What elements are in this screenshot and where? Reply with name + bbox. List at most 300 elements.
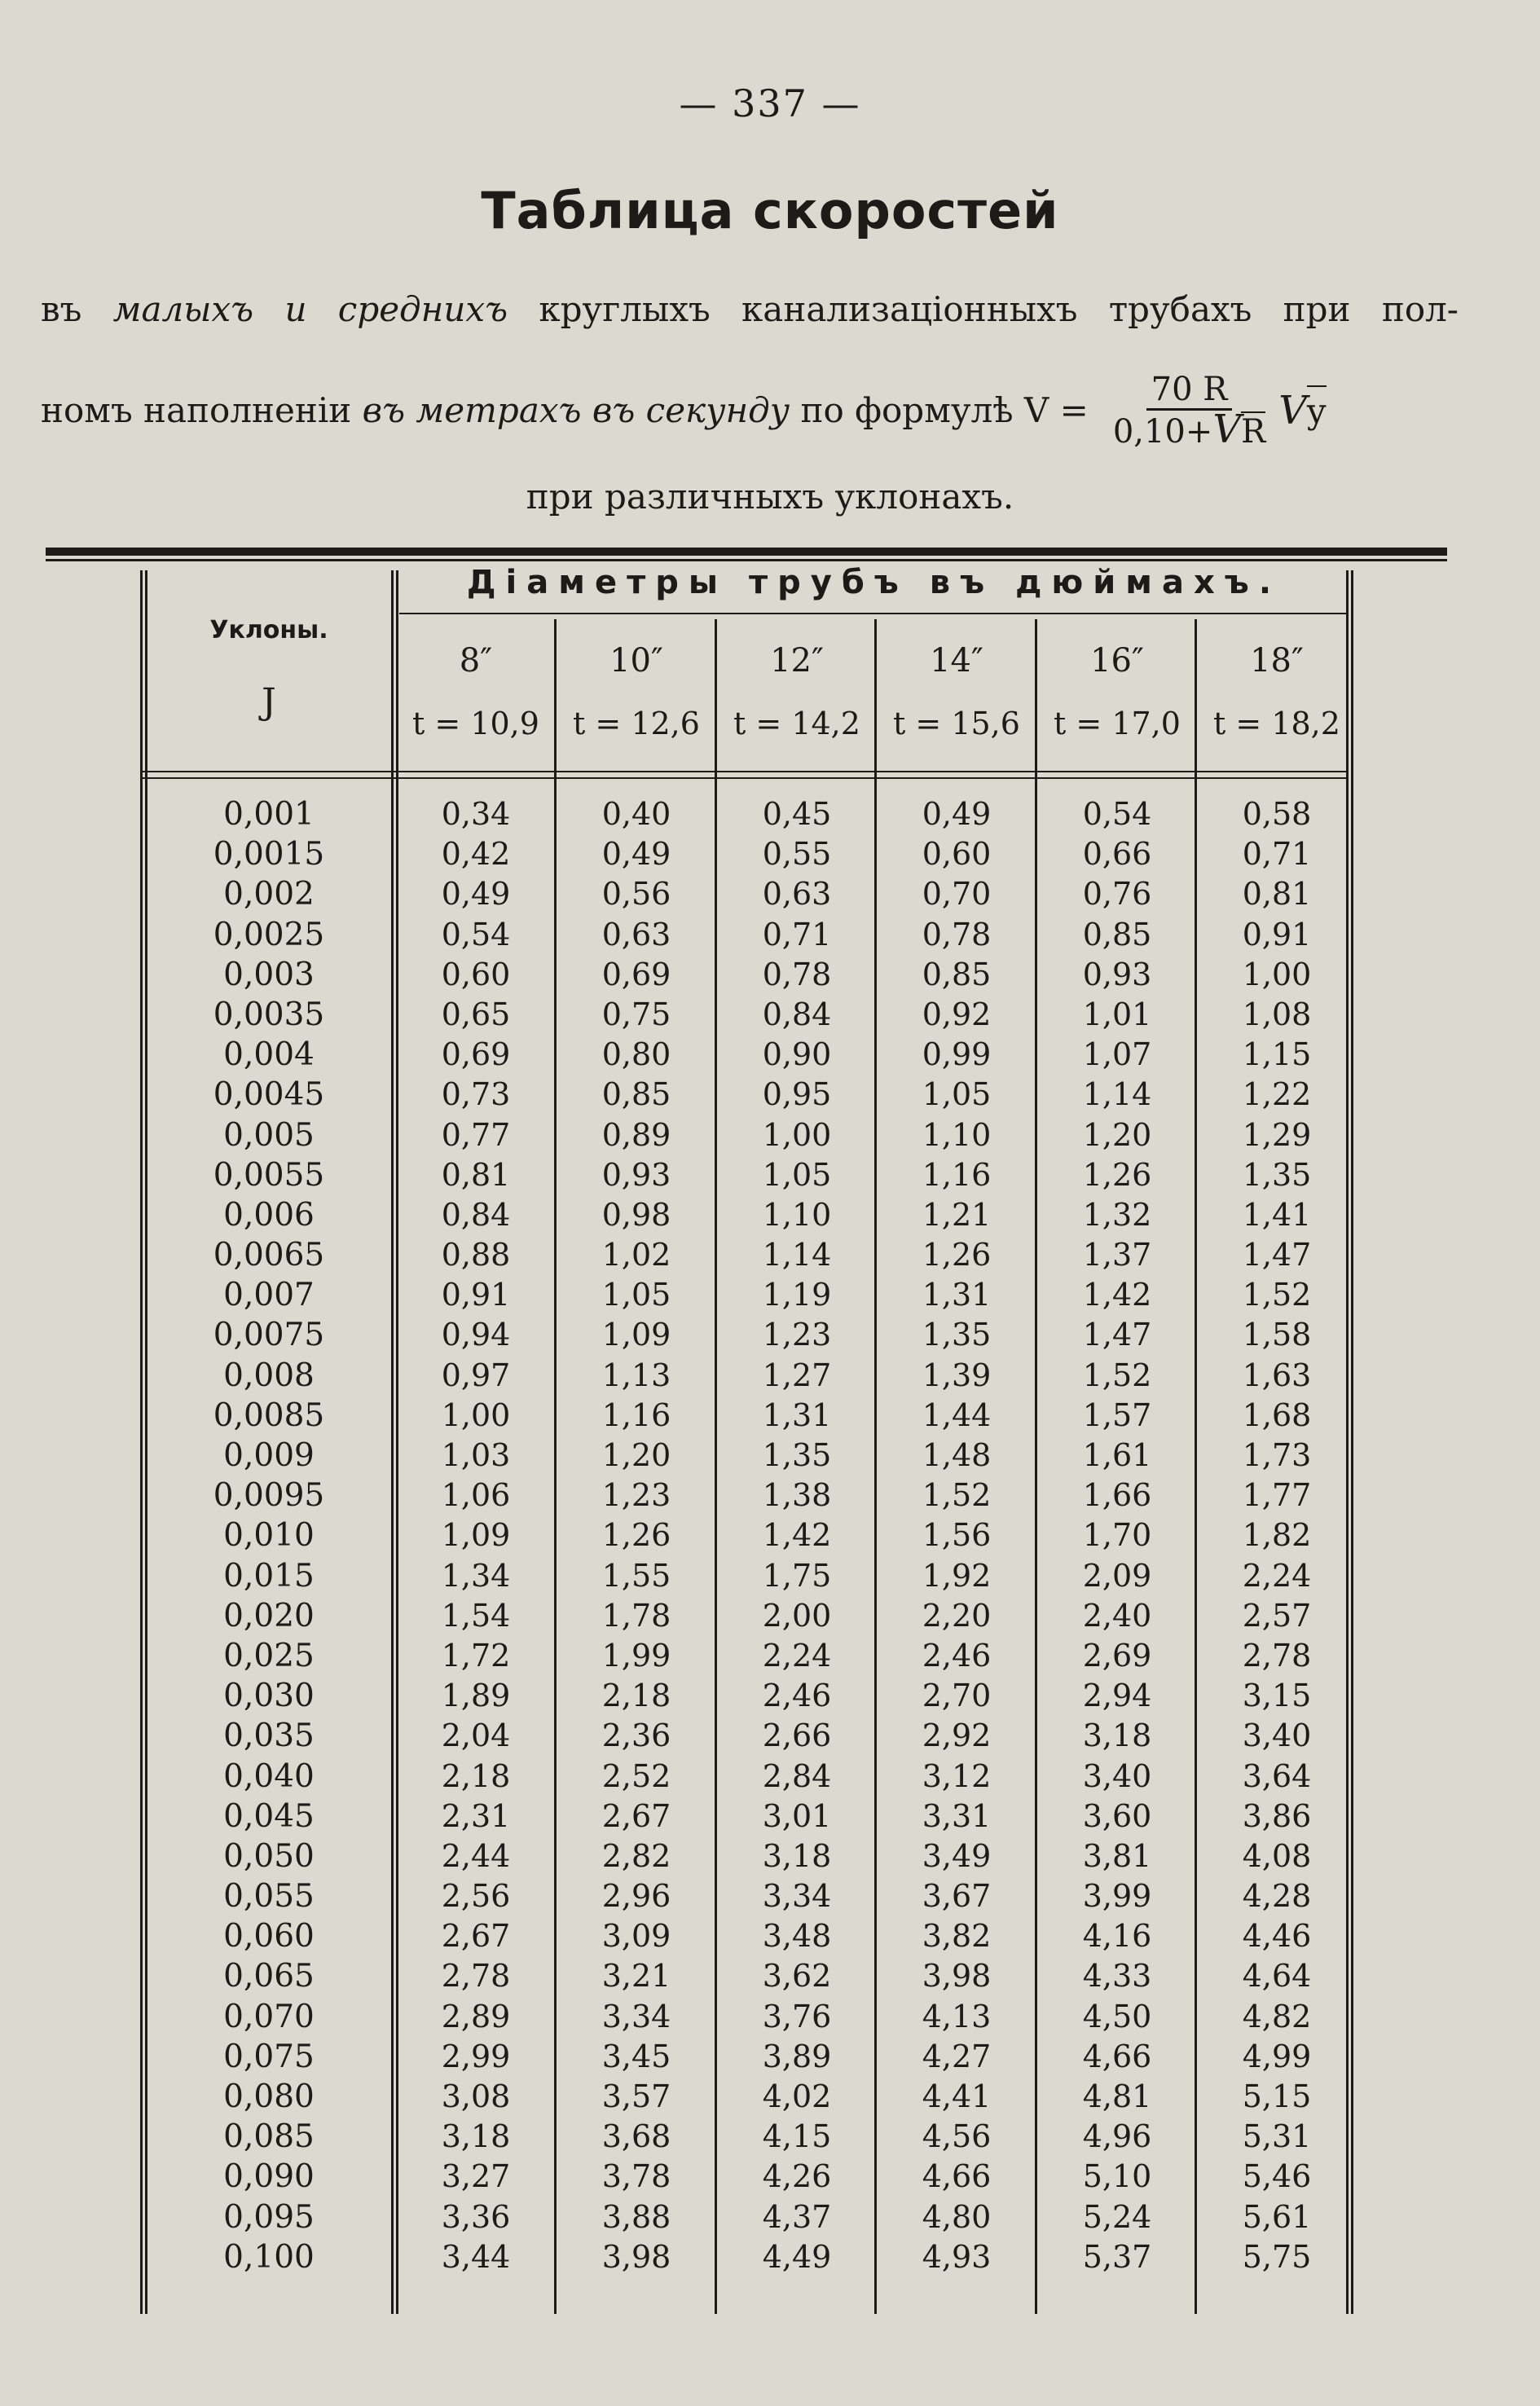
velocity-cell: 3,60	[1082, 1797, 1152, 1834]
velocity-cell: 1,99	[601, 1637, 671, 1674]
diameters-header: Діаметры трубъ въ дюймахъ.	[466, 564, 1282, 601]
slope-cell: 0,080	[223, 2078, 315, 2115]
slope-cell: 0,065	[223, 1958, 315, 1995]
velocity-cell: 3,40	[1242, 1718, 1312, 1754]
velocity-cell: 4,82	[1242, 1998, 1312, 2034]
velocity-column	[877, 794, 1036, 2277]
velocity-cell: 2,70	[922, 1678, 992, 1714]
velocity-cell: 1,31	[922, 1277, 992, 1313]
velocity-cell: 0,54	[441, 916, 511, 952]
velocity-cell: 1,21	[922, 1196, 992, 1233]
velocity-cell: 1,58	[1242, 1317, 1312, 1353]
velocity-cell: 3,99	[1082, 1878, 1152, 1915]
velocity-cell: 1,57	[1082, 1397, 1152, 1433]
column-header	[557, 642, 716, 756]
velocity-cell: 1,08	[1242, 996, 1312, 1032]
velocity-cell: 0,63	[762, 876, 832, 913]
velocity-cell: 1,09	[441, 1517, 511, 1554]
velocity-cell: 2,84	[762, 1757, 832, 1794]
diameter-label: 12″	[770, 642, 824, 680]
velocity-cell: 3,68	[601, 2118, 671, 2155]
diameter-label: 16″	[1090, 642, 1144, 680]
velocity-cell: 1,13	[601, 1357, 671, 1393]
velocity-cell: 2,31	[441, 1797, 511, 1834]
velocity-cell: 2,69	[1082, 1637, 1152, 1674]
velocity-cell: 1,10	[762, 1196, 832, 1233]
velocity-cell: 0,34	[441, 796, 511, 832]
velocity-cell: 3,18	[762, 1837, 832, 1874]
velocity-cell: 4,15	[762, 2118, 832, 2155]
velocity-cell: 0,56	[601, 876, 671, 913]
diameter-label: 18″	[1250, 642, 1304, 680]
velocity-cell: 3,31	[922, 1797, 992, 1834]
velocity-cell: 1,05	[762, 1156, 832, 1193]
velocity-cell: 3,27	[441, 2158, 511, 2195]
velocity-cell: 0,66	[1082, 836, 1152, 873]
velocity-cell: 1,05	[601, 1277, 671, 1313]
velocity-cell: 5,31	[1242, 2118, 1312, 2155]
velocity-cell: 4,80	[922, 2198, 992, 2235]
velocity-cell: 1,54	[441, 1597, 511, 1634]
velocity-cell: 2,24	[1242, 1557, 1312, 1594]
column-header	[1037, 642, 1197, 756]
velocity-cell: 3,57	[601, 2078, 671, 2114]
velocity-cell: 0,75	[601, 996, 671, 1032]
velocity-cell: 4,13	[922, 1998, 992, 2034]
velocity-cell: 1,31	[762, 1397, 832, 1433]
velocity-cell: 1,01	[1082, 996, 1152, 1032]
velocity-cell: 3,34	[601, 1998, 671, 2034]
slope-cell: 0,0065	[213, 1237, 325, 1274]
velocity-cell: 1,34	[441, 1557, 511, 1594]
velocity-cell: 1,35	[1242, 1156, 1312, 1193]
velocity-cell: 1,89	[441, 1678, 511, 1714]
velocity-cell: 3,64	[1242, 1757, 1312, 1794]
velocity-cell: 4,02	[762, 2078, 832, 2114]
velocity-cell: 1,26	[922, 1237, 992, 1273]
velocity-cell: 4,46	[1242, 1918, 1312, 1955]
velocity-column	[557, 794, 716, 2277]
velocity-cell: 1,92	[922, 1557, 992, 1594]
slope-cell: 0,002	[223, 876, 315, 913]
velocity-cell: 1,61	[1082, 1437, 1152, 1473]
slope-cell: 0,0075	[213, 1317, 325, 1354]
slope-cell: 0,030	[223, 1678, 315, 1715]
velocity-cell: 0,99	[922, 1036, 992, 1073]
velocity-cell: 2,24	[762, 1637, 832, 1674]
coefficient-label: t = 15,6	[893, 706, 1020, 741]
subtitle-text: по формулѣ V =	[800, 390, 1089, 430]
velocity-column	[1037, 794, 1197, 2277]
velocity-cell: 3,98	[922, 1958, 992, 1995]
velocity-cell: 5,61	[1242, 2198, 1312, 2235]
velocity-cell: 3,78	[601, 2158, 671, 2195]
velocity-cell: 0,70	[922, 876, 992, 913]
column-header	[877, 642, 1036, 756]
velocity-cell: 1,78	[601, 1597, 671, 1634]
velocity-cell: 2,94	[1082, 1678, 1152, 1714]
column-header	[396, 642, 556, 756]
slope-cell: 0,090	[223, 2158, 315, 2196]
velocity-cell: 4,26	[762, 2158, 832, 2195]
table-top-rule	[46, 548, 1447, 556]
velocity-cell: 4,66	[1082, 2038, 1152, 2074]
slope-cell: 0,070	[223, 1998, 315, 2035]
diameter-label: 10″	[609, 642, 663, 680]
velocity-cell: 0,78	[922, 916, 992, 952]
velocity-cell: 3,76	[762, 1998, 832, 2034]
velocity-cell: 5,24	[1082, 2198, 1152, 2235]
subtitle-line-1	[41, 285, 1459, 334]
slope-cell: 0,0095	[213, 1477, 325, 1515]
velocity-cell: 0,91	[1242, 916, 1312, 952]
velocity-cell: 1,55	[601, 1557, 671, 1594]
velocity-cell: 3,21	[601, 1958, 671, 1995]
velocity-cell: 1,48	[922, 1437, 992, 1473]
velocity-cell: 1,75	[762, 1557, 832, 1594]
velocity-cell: 4,27	[922, 2038, 992, 2074]
velocity-cell: 1,27	[762, 1357, 832, 1393]
slope-cell: 0,0025	[213, 916, 325, 953]
velocity-cell: 1,29	[1242, 1116, 1312, 1153]
velocity-cell: 0,91	[441, 1277, 511, 1313]
coefficient-label: t = 10,9	[412, 706, 539, 741]
subtitle-line-2	[41, 371, 1459, 451]
slope-cell: 0,008	[223, 1357, 315, 1394]
velocity-cell: 2,57	[1242, 1597, 1312, 1634]
velocity-cell: 0,85	[1082, 916, 1152, 952]
formula-denominator	[1108, 407, 1270, 452]
velocity-cell: 0,93	[601, 1156, 671, 1193]
header-divider	[399, 613, 1349, 614]
velocity-cell: 0,77	[441, 1116, 511, 1153]
velocity-cell: 4,50	[1082, 1998, 1152, 2034]
column-header	[717, 642, 877, 756]
velocity-cell: 2,82	[601, 1837, 671, 1874]
formula-numerator: 70 R	[1146, 371, 1233, 411]
velocity-cell: 1,20	[601, 1437, 671, 1473]
velocity-cell: 2,40	[1082, 1597, 1152, 1634]
velocity-cell: 1,63	[1242, 1357, 1312, 1393]
velocity-cell: 1,35	[762, 1437, 832, 1473]
slope-cell: 0,020	[223, 1597, 315, 1634]
velocity-cell: 0,42	[441, 836, 511, 873]
velocity-cell: 0,80	[601, 1036, 671, 1073]
velocity-cell: 4,37	[762, 2198, 832, 2235]
velocity-cell: 0,78	[762, 956, 832, 992]
subtitle-text: въ	[41, 289, 82, 329]
slope-cell: 0,010	[223, 1517, 315, 1555]
velocity-cell: 5,10	[1082, 2158, 1152, 2195]
slope-cell: 0,0085	[213, 1397, 325, 1434]
slope-cell: 0,0015	[213, 836, 325, 873]
diameter-label: 8″	[459, 642, 493, 680]
velocity-cell: 1,44	[922, 1397, 992, 1433]
velocity-cell: 1,66	[1082, 1477, 1152, 1514]
velocity-cell: 1,73	[1242, 1437, 1312, 1473]
page-number: — 337 —	[679, 81, 861, 125]
velocity-cell: 0,90	[762, 1036, 832, 1073]
velocity-cell: 1,19	[762, 1277, 832, 1313]
velocity-cell: 2,18	[441, 1757, 511, 1794]
velocity-cell: 3,98	[601, 2238, 671, 2275]
header-bottom-rule	[143, 771, 1349, 772]
velocity-cell: 4,64	[1242, 1958, 1312, 1995]
velocity-cell: 0,84	[441, 1196, 511, 1233]
velocity-cell: 1,23	[601, 1477, 671, 1514]
velocity-cell: 3,44	[441, 2238, 511, 2275]
slope-cell: 0,100	[223, 2238, 315, 2276]
velocity-cell: 3,12	[922, 1757, 992, 1794]
slope-cell: 0,004	[223, 1036, 315, 1074]
velocity-cell: 0,54	[1082, 796, 1152, 832]
velocity-cell: 4,93	[922, 2238, 992, 2275]
velocity-cell: 3,18	[1082, 1718, 1152, 1754]
slope-header: Уклоны.	[209, 616, 328, 644]
velocity-cell: 0,65	[441, 996, 511, 1032]
subtitle-line-3: при различныхъ уклонахъ.	[526, 477, 1014, 517]
velocity-cell: 1,22	[1242, 1076, 1312, 1113]
velocity-cell: 4,16	[1082, 1918, 1152, 1955]
velocity-cell: 0,40	[601, 796, 671, 832]
velocity-cell: 5,37	[1082, 2238, 1152, 2275]
page-title: Таблица скоростей	[481, 181, 1059, 240]
velocity-cell: 4,81	[1082, 2078, 1152, 2114]
velocity-cell: 2,66	[762, 1718, 832, 1754]
velocity-cell: 0,63	[601, 916, 671, 952]
formula-fraction	[1108, 371, 1270, 451]
velocity-cell: 1,39	[922, 1357, 992, 1393]
velocity-cell: 0,45	[762, 796, 832, 832]
velocity-cell: 1,00	[441, 1397, 511, 1433]
slope-cell: 0,050	[223, 1837, 315, 1875]
velocity-column	[717, 794, 877, 2277]
coefficient-label: t = 14,2	[733, 706, 860, 741]
velocity-cell: 3,62	[762, 1958, 832, 1995]
velocity-cell: 1,05	[922, 1076, 992, 1113]
velocity-cell: 0,89	[601, 1116, 671, 1153]
radical-sign: V	[1278, 388, 1307, 433]
velocity-cell: 3,40	[1082, 1757, 1152, 1794]
velocity-cell: 0,97	[441, 1357, 511, 1393]
slope-cell: 0,035	[223, 1718, 315, 1755]
slope-cell: 0,009	[223, 1437, 315, 1474]
velocity-cell: 2,67	[601, 1797, 671, 1834]
velocity-cell: 1,47	[1082, 1317, 1152, 1353]
velocity-cell: 3,01	[762, 1797, 832, 1834]
velocity-cell: 2,92	[922, 1718, 992, 1754]
slope-cell: 0,045	[223, 1797, 315, 1835]
velocity-cell: 1,42	[762, 1517, 832, 1554]
velocity-cell: 3,89	[762, 2038, 832, 2074]
velocity-cell: 3,82	[922, 1918, 992, 1955]
velocity-cell: 1,52	[1082, 1357, 1152, 1393]
velocity-cell: 0,55	[762, 836, 832, 873]
velocity-cell: 4,49	[762, 2238, 832, 2275]
velocity-cell: 0,95	[762, 1076, 832, 1113]
velocity-cell: 1,32	[1082, 1196, 1152, 1233]
velocity-cell: 0,98	[601, 1196, 671, 1233]
velocity-cell: 1,72	[441, 1637, 511, 1674]
velocity-cell: 1,42	[1082, 1277, 1152, 1313]
velocity-cell: 3,88	[601, 2198, 671, 2235]
velocity-cell: 1,16	[601, 1397, 671, 1433]
slope-cell: 0,025	[223, 1637, 315, 1674]
velocity-cell: 1,00	[1242, 956, 1312, 992]
column-header	[1197, 642, 1357, 756]
subtitle-text: круглыхъ канализаціонныхъ трубахъ при пол-	[539, 289, 1459, 329]
velocity-cell: 1,06	[441, 1477, 511, 1514]
velocity-cell: 1,23	[762, 1317, 832, 1353]
slope-cell: 0,005	[223, 1116, 315, 1154]
velocity-cell: 1,26	[601, 1517, 671, 1554]
velocity-cell: 1,15	[1242, 1036, 1312, 1073]
velocity-cell: 2,99	[441, 2038, 511, 2074]
velocity-cell: 1,47	[1242, 1237, 1312, 1273]
formula-radicand: R	[1241, 413, 1266, 451]
velocity-cell: 0,76	[1082, 876, 1152, 913]
velocity-cell: 2,46	[762, 1678, 832, 1714]
velocity-cell: 2,36	[601, 1718, 671, 1754]
velocity-cell: 2,09	[1082, 1557, 1152, 1594]
velocity-cell: 5,15	[1242, 2078, 1312, 2114]
velocity-cell: 2,46	[922, 1637, 992, 1674]
velocity-cell: 0,58	[1242, 796, 1312, 832]
slope-cell: 0,001	[223, 796, 315, 833]
coefficient-label: t = 12,6	[573, 706, 700, 741]
velocity-cell: 2,20	[922, 1597, 992, 1634]
velocity-cell: 0,88	[441, 1237, 511, 1273]
velocity-cell: 3,34	[762, 1878, 832, 1915]
velocity-cell: 3,67	[922, 1878, 992, 1915]
velocity-cell: 1,26	[1082, 1156, 1152, 1193]
velocity-cell: 0,93	[1082, 956, 1152, 992]
velocity-cell: 0,92	[922, 996, 992, 1032]
table-top-rule-thin	[46, 559, 1447, 561]
velocity-cell: 1,56	[922, 1517, 992, 1554]
velocity-cell: 0,73	[441, 1076, 511, 1113]
velocity-cell: 0,49	[441, 876, 511, 913]
subtitle-italic: въ метрахъ въ секунду	[362, 390, 790, 430]
slope-cell: 0,095	[223, 2198, 315, 2236]
velocity-cell: 1,37	[1082, 1237, 1152, 1273]
slope-symbol: J	[262, 681, 276, 723]
velocity-cell: 1,52	[922, 1477, 992, 1514]
velocity-cell: 1,82	[1242, 1517, 1312, 1554]
velocity-formula	[1100, 371, 1327, 451]
velocity-cell: 0,81	[1242, 876, 1312, 913]
velocity-cell: 4,08	[1242, 1837, 1312, 1874]
velocity-cell: 4,56	[922, 2118, 992, 2155]
velocity-cell: 0,85	[601, 1076, 671, 1113]
velocity-cell: 2,44	[441, 1837, 511, 1874]
velocity-cell: 2,52	[601, 1757, 671, 1794]
velocity-cell: 0,69	[601, 956, 671, 992]
velocity-cell: 1,02	[601, 1237, 671, 1273]
velocity-cell: 2,56	[441, 1878, 511, 1915]
velocity-cell: 1,77	[1242, 1477, 1312, 1514]
velocity-cell: 2,78	[441, 1958, 511, 1995]
velocity-cell: 1,70	[1082, 1517, 1152, 1554]
velocity-cell: 3,86	[1242, 1797, 1312, 1834]
velocity-cell: 2,18	[601, 1678, 671, 1714]
velocity-cell: 1,03	[441, 1437, 511, 1473]
slope-cell: 0,0035	[213, 996, 325, 1033]
radical-sign: V	[1212, 407, 1242, 452]
velocity-cell: 2,04	[441, 1718, 511, 1754]
velocity-cell: 1,14	[762, 1237, 832, 1273]
velocity-column	[1197, 794, 1357, 2277]
slope-cell: 0,015	[223, 1557, 315, 1594]
velocity-cell: 3,48	[762, 1918, 832, 1955]
velocity-cell: 2,00	[762, 1597, 832, 1634]
slope-cell: 0,085	[223, 2118, 315, 2156]
coefficient-label: t = 18,2	[1213, 706, 1340, 741]
velocity-cell: 3,08	[441, 2078, 511, 2114]
velocity-cell: 1,10	[922, 1116, 992, 1153]
slope-column	[147, 794, 391, 2277]
slope-cell: 0,007	[223, 1277, 315, 1314]
velocity-cell: 3,09	[601, 1918, 671, 1955]
velocity-cell: 1,14	[1082, 1076, 1152, 1113]
formula-denominator-text: 0,10+	[1112, 413, 1213, 451]
velocity-cell: 1,07	[1082, 1036, 1152, 1073]
slope-cell: 0,040	[223, 1757, 315, 1795]
velocity-cell: 1,09	[601, 1317, 671, 1353]
subtitle-italic: малыхъ и среднихъ	[112, 289, 508, 329]
slope-cell: 0,0045	[213, 1076, 325, 1114]
slope-cell: 0,003	[223, 956, 315, 993]
velocity-cell: 0,84	[762, 996, 832, 1032]
velocity-cell: 0,94	[441, 1317, 511, 1353]
velocity-cell: 0,60	[441, 956, 511, 992]
slope-cell: 0,006	[223, 1196, 315, 1234]
velocity-cell: 4,33	[1082, 1958, 1152, 1995]
velocity-cell: 0,71	[762, 916, 832, 952]
velocity-cell: 1,00	[762, 1116, 832, 1153]
velocity-cell: 2,96	[601, 1878, 671, 1915]
velocity-cell: 3,15	[1242, 1678, 1312, 1714]
slope-cell: 0,060	[223, 1918, 315, 1955]
velocity-cell: 5,75	[1242, 2238, 1312, 2275]
velocity-cell: 1,20	[1082, 1116, 1152, 1153]
velocity-cell: 1,68	[1242, 1397, 1312, 1433]
slope-cell: 0,055	[223, 1878, 315, 1916]
velocity-cell: 0,85	[922, 956, 992, 992]
velocity-cell: 0,49	[922, 796, 992, 832]
velocity-cell: 4,99	[1242, 2038, 1312, 2074]
velocity-cell: 2,78	[1242, 1637, 1312, 1674]
velocity-cell: 4,28	[1242, 1878, 1312, 1915]
velocity-cell: 1,52	[1242, 1277, 1312, 1313]
slope-cell: 0,0055	[213, 1156, 325, 1194]
velocity-cell: 3,81	[1082, 1837, 1152, 1874]
slope-cell: 0,075	[223, 2038, 315, 2075]
diameter-label: 14″	[930, 642, 983, 680]
subtitle-text: номъ наполненіи	[41, 390, 352, 430]
velocity-cell: 4,66	[922, 2158, 992, 2195]
velocity-cell: 3,36	[441, 2198, 511, 2235]
formula-radicand: y	[1307, 385, 1327, 436]
velocity-cell: 5,46	[1242, 2158, 1312, 2195]
velocity-cell: 3,18	[441, 2118, 511, 2155]
velocity-cell: 1,35	[922, 1317, 992, 1353]
velocity-cell: 3,49	[922, 1837, 992, 1874]
velocity-cell: 1,41	[1242, 1196, 1312, 1233]
velocity-column	[396, 794, 556, 2277]
velocity-cell: 1,16	[922, 1156, 992, 1193]
velocity-cell: 4,41	[922, 2078, 992, 2114]
